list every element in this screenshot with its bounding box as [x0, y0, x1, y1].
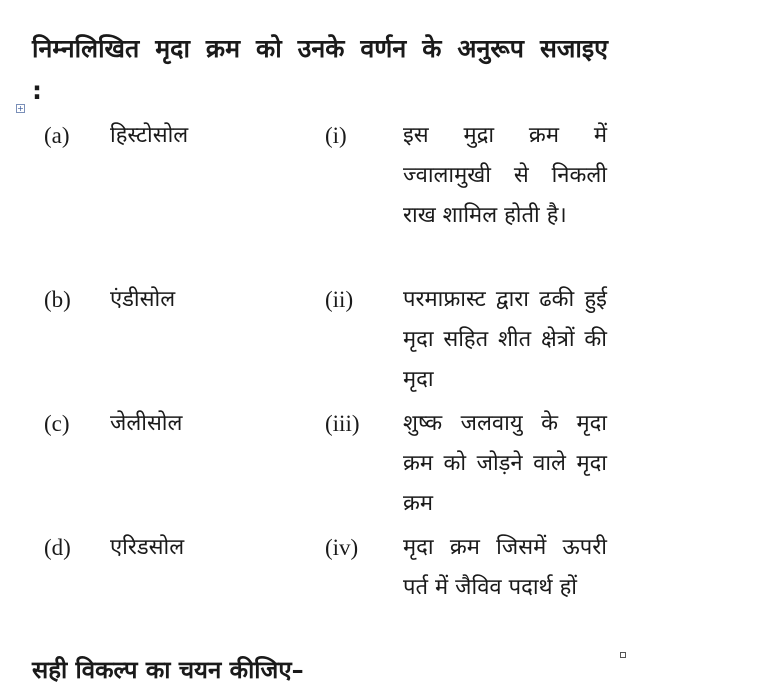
column-2-numeral: (ii) — [325, 287, 354, 312]
soil-order-description: मृदा क्रम जिसमें ऊपरी पर्त में जैविव पदार्थ हों — [403, 535, 607, 600]
column-1-letter: (b) — [44, 287, 71, 312]
soil-order-name: एरिडसोल — [110, 535, 185, 560]
column-2-numeral: (iv) — [325, 535, 359, 560]
column-1-letter: (d) — [44, 535, 71, 560]
soil-order-name: हिस्टोसोल — [110, 123, 189, 148]
soil-order-description: शुष्क जलवायु के मृदा क्रम को जोड़ने वाले मृदा क्रम — [403, 411, 607, 516]
soil-order-name: जेलीसोल — [110, 411, 183, 436]
move-handle-icon[interactable]: + — [17, 104, 24, 113]
column-1-letter: (a) — [44, 123, 70, 148]
column-1-letter: (c) — [44, 411, 70, 436]
question-heading: निम्नलिखित मृदा क्रम को उनके वर्णन के अनुरूप सजाइए : — [32, 34, 608, 105]
soil-order-description: इस मुद्रा क्रम में ज्वालामुखी से निकली राख शामिल होती है। — [403, 123, 607, 228]
soil-order-description: परमाफ्रास्ट द्वारा ढकी हुई मृदा सहित शीत क्षेत्रों की मृदा — [403, 287, 607, 392]
question-footer: सही विकल्प का चयन कीजिए– — [32, 656, 304, 684]
column-2-numeral: (iii) — [325, 411, 360, 436]
resize-handle-icon[interactable] — [620, 652, 626, 658]
soil-order-name: एंडीसोल — [110, 287, 176, 312]
column-2-numeral: (i) — [325, 123, 347, 148]
